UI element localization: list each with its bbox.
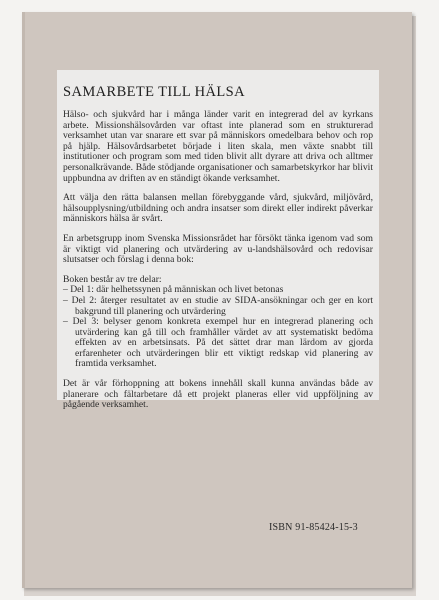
book-spine-edge — [22, 12, 25, 588]
parts-list-item: – Del 3: belyser genom konkreta exempel hur en integrerad planering och utvärdering kan gå till och framhåller värdet av att systematiskt bedöma effekten av en arbetsinsats. På det sättet drar man lärdom av gjorda erfarenheter och utvärderingen blir ett viktigt redskap vid planering av framtida verksamhet. — [63, 316, 373, 370]
cover-title: SAMARBETE TILL HÄLSA — [63, 84, 245, 100]
parts-list-item: – Del 2: återger resultatet av en studie av SIDA-ansökningar och ger en kort bakgrund till planering och utvärdering — [63, 294, 373, 317]
parts-list-item: – Del 1: där helhetssynen på människan och livet betonas — [63, 284, 284, 296]
blurb-panel — [57, 70, 379, 411]
blurb-closing: Det är vår förhoppning att bokens innehåll skall kunna användas både av planerare och fältarbetare då ett projekt planeras eller vid uppföljning av pågående verksamhet. — [63, 378, 373, 411]
blurb-paragraph: Hälso- och sjukvård har i många länder varit en integrerad del av kyrkans arbete. Missionshälsovården var oftast inte planerad som en strukturerad verksamhet utan var snarare ett svar på människors omedelbara behov och rop på hjälp. Hälsovårdsarbetet började i liten skala, men växte snabbt till institutioner och program som med tiden blivit allt dyrare att driva och alltmer personalkrävande. Både stödjande organisationer och samarbetskyrkor har blivit uppbundna av driften av en ständigt ökande verksamhet. — [63, 109, 373, 184]
parts-list — [63, 275, 373, 370]
isbn-label: ISBN 91-85424-15-3 — [269, 522, 358, 533]
blurb-paragraph: Att välja den rätta balansen mellan förebyggande vård, sjukvård, miljövård, hälsoupplysning/utbildning och andra insatser som direkt eller indirekt påverkar människors hälsa är svårt. — [63, 192, 373, 225]
blurb-paragraph: En arbetsgrupp inom Svenska Missionsrådet har försökt tänka igenom vad som är viktigt vid planering och utvärdering av u-landshälsovård och redovisar slutsatser och förslag i denna bok: — [63, 232, 373, 266]
parts-list-intro: Boken består av tre delar: — [63, 273, 162, 285]
